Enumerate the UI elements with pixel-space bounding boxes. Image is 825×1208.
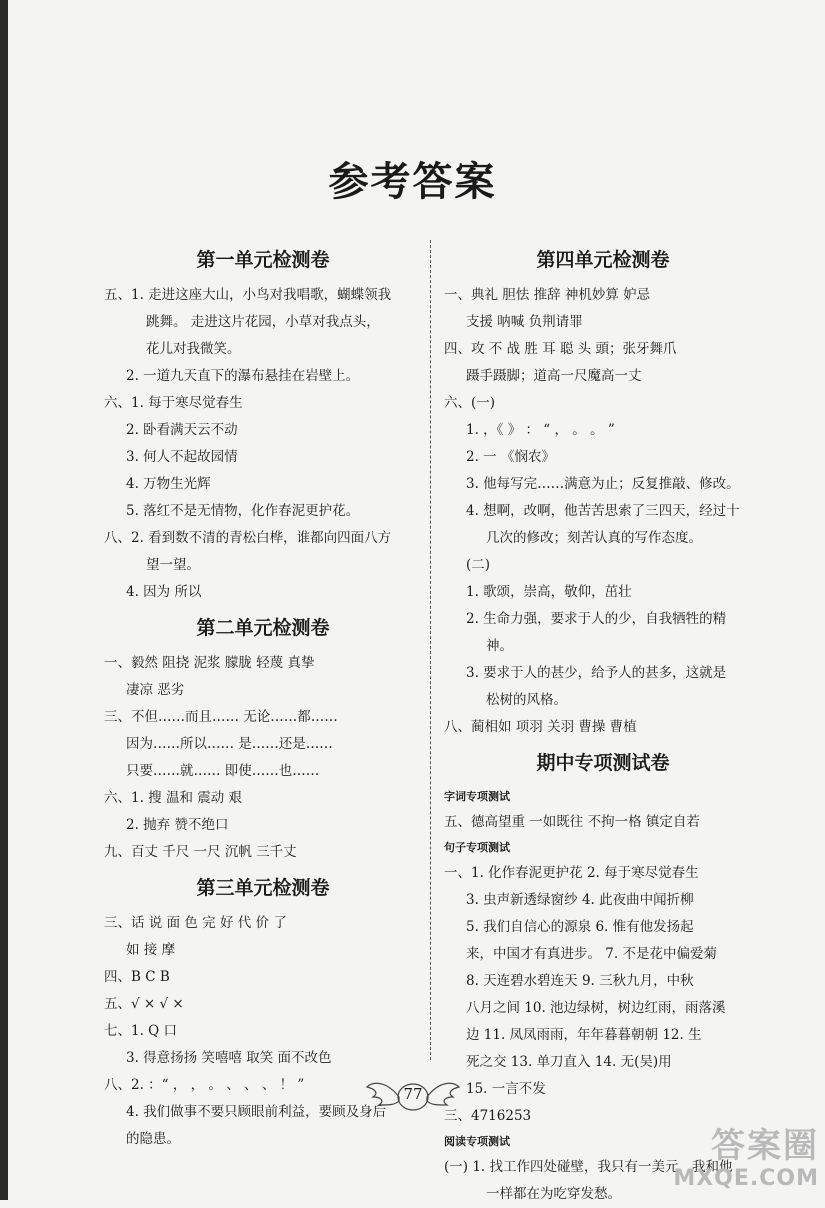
watermark-logo: 答案圈 xyxy=(711,1126,819,1166)
answer-line: 支援 呐喊 负荆请罪 xyxy=(466,314,583,330)
answer-line: 3. 何人不起故园情 xyxy=(126,449,238,465)
watermark xyxy=(669,1126,819,1192)
answer-line: 凄凉 恶劣 xyxy=(126,682,185,698)
answer-line: 六、(一) xyxy=(444,395,496,411)
page-number-badge xyxy=(365,1075,461,1119)
section-title: 期中专项测试卷 xyxy=(536,752,670,774)
subsection-label: 阅读专项测试 xyxy=(444,1135,510,1148)
answer-line: 死之交 13. 单刀直入 14. 无(吴)用 xyxy=(466,1054,672,1070)
answer-line: 神。 xyxy=(486,638,513,654)
answer-line: 九、百丈 千尺 一尺 沉帆 三千丈 xyxy=(104,844,297,860)
answer-line: 3. 虫声新透绿窗纱 4. 此夜曲中闻折柳 xyxy=(466,892,694,908)
answer-line: 六、1. 搜 温和 震动 艰 xyxy=(104,790,243,806)
watermark-url: MXQE.COM xyxy=(673,1166,819,1191)
answer-line: 八月之间 10. 池边绿树，树边红雨，雨落溪 xyxy=(466,1000,726,1016)
answer-line: 三、话 说 面 色 完 好 代 价 了 xyxy=(104,915,287,931)
answer-line: 七、1. Q 口 xyxy=(104,1023,178,1039)
answer-line: 2. 抛弃 赞不绝口 xyxy=(126,817,229,833)
answer-line: 3. 他每写完……满意为止；反复推敲、修改。 xyxy=(466,476,740,492)
answer-line: 花儿对我微笑。 xyxy=(146,341,241,357)
answer-line: 2. 生命力强，要求于人的少，自我牺牲的精 xyxy=(466,611,727,627)
page-title: 参考答案 xyxy=(328,159,497,205)
answer-line: 2. 卧看满天云不动 xyxy=(126,422,238,438)
answer-line: 一样都在为吃穿发愁。 xyxy=(486,1186,621,1202)
answer-line: 4. 万物生光辉 xyxy=(126,476,211,492)
page-number: 77 xyxy=(403,1085,423,1103)
answer-line: 五、1. 走进这座大山，小鸟对我唱歌，蝴蝶领我 xyxy=(104,287,392,303)
answer-line: 五、德高望重 一如既往 不拘一格 镇定自若 xyxy=(444,814,700,830)
answer-line: 望一望。 xyxy=(146,557,200,573)
answer-line: 一、毅然 阻挠 泥浆 朦胧 轻蔑 真挚 xyxy=(104,655,315,671)
answer-line: (一) 1. 找工作四处碰壁，我只有一美元，我和他 xyxy=(444,1159,733,1175)
answer-line: 五、√ × √ × xyxy=(104,996,184,1012)
section-title: 第四单元检测卷 xyxy=(536,249,670,271)
answer-line: 一、典礼 胆怯 推辞 神机妙算 妒忌 xyxy=(444,287,651,303)
answer-line: 如 接 摩 xyxy=(126,942,176,958)
answer-line: 3. 要求于人的甚少，给予人的甚多，这就是 xyxy=(466,665,727,681)
answer-line: 来，中国才有真进步。 7. 不是花中偏爱菊 xyxy=(466,946,717,962)
answer-line: 3. 得意扬扬 笑嘻嘻 取笑 面不改色 xyxy=(126,1050,332,1066)
subsection-label: 句子专项测试 xyxy=(444,841,510,854)
right-column xyxy=(444,238,762,1208)
section-title: 第二单元检测卷 xyxy=(196,617,330,639)
answer-line: 六、1. 每于寒尽觉春生 xyxy=(104,395,243,411)
answer-line: 跳舞。 走进这片花园，小草对我点头， xyxy=(146,314,380,330)
answer-line: 三、不但……而且…… 无论……都…… xyxy=(104,709,338,725)
section-title: 第一单元检测卷 xyxy=(196,249,330,271)
section-title: 第三单元检测卷 xyxy=(196,877,330,899)
answer-line: 5. 我们自信心的源泉 6. 惟有他发扬起 xyxy=(466,919,694,935)
answer-line: 松树的风格。 xyxy=(486,692,567,708)
answer-line: 只要……就…… 即使……也…… xyxy=(126,763,320,779)
answer-line: 八、蔺相如 项羽 关羽 曹操 曹植 xyxy=(444,719,637,735)
answer-line: 8. 天连碧水碧连天 9. 三秋九月，中秋 xyxy=(466,973,694,989)
answer-line: 四、攻 不 战 胜 耳 聪 头 頭；张牙舞爪 xyxy=(444,341,677,357)
answer-line: 三、4716253 xyxy=(444,1108,532,1124)
answer-line: (二) xyxy=(466,557,491,573)
subsection-label: 字词专项测试 xyxy=(444,790,510,803)
answer-line: 5. 落红不是无情物，化作春泥更护花。 xyxy=(126,503,360,519)
answer-line: 几次的修改；刻苦认真的写作态度。 xyxy=(486,530,702,546)
left-column xyxy=(104,238,422,1153)
answer-line: 2. 一 《悯农》 xyxy=(466,449,555,465)
column-divider xyxy=(430,240,431,1060)
answer-line: 4. 因为 所以 xyxy=(126,584,202,600)
answer-line: 因为……所以…… 是……还是…… xyxy=(126,736,333,752)
answer-line: 蹑手蹑脚；道高一尺魔高一丈 xyxy=(466,368,642,384)
answer-line: 4. 我们做事不要只顾眼前利益，要顾及身后 xyxy=(126,1104,387,1120)
answer-line: 1. 歌颂，崇高，敬仰，茁壮 xyxy=(466,584,632,600)
answer-line: 四、B C B xyxy=(104,969,170,985)
answer-line: 八、2. ：“ ， ， 。 、 、 、 ！ ” xyxy=(104,1077,305,1093)
answer-line: 1. ，《 》 ： “ ， 。 。 ” xyxy=(466,422,615,438)
answer-line: 八、2. 看到数不清的青松白桦，谁都向四面八方 xyxy=(104,530,392,546)
answer-line: 15. 一言不发 xyxy=(466,1081,546,1097)
answer-line: 的隐患。 xyxy=(126,1131,180,1147)
answer-line: 2. 一道九天直下的瀑布悬挂在岩壁上。 xyxy=(126,368,360,384)
answer-line: 边 11. 凤凤雨雨，年年暮暮朝朝 12. 生 xyxy=(466,1027,702,1043)
answer-line: 4. 想啊，改啊，他苦苦思索了三四天，经过十 xyxy=(466,503,740,519)
answer-line: 一、1. 化作春泥更护花 2. 每于寒尽觉春生 xyxy=(444,865,699,881)
